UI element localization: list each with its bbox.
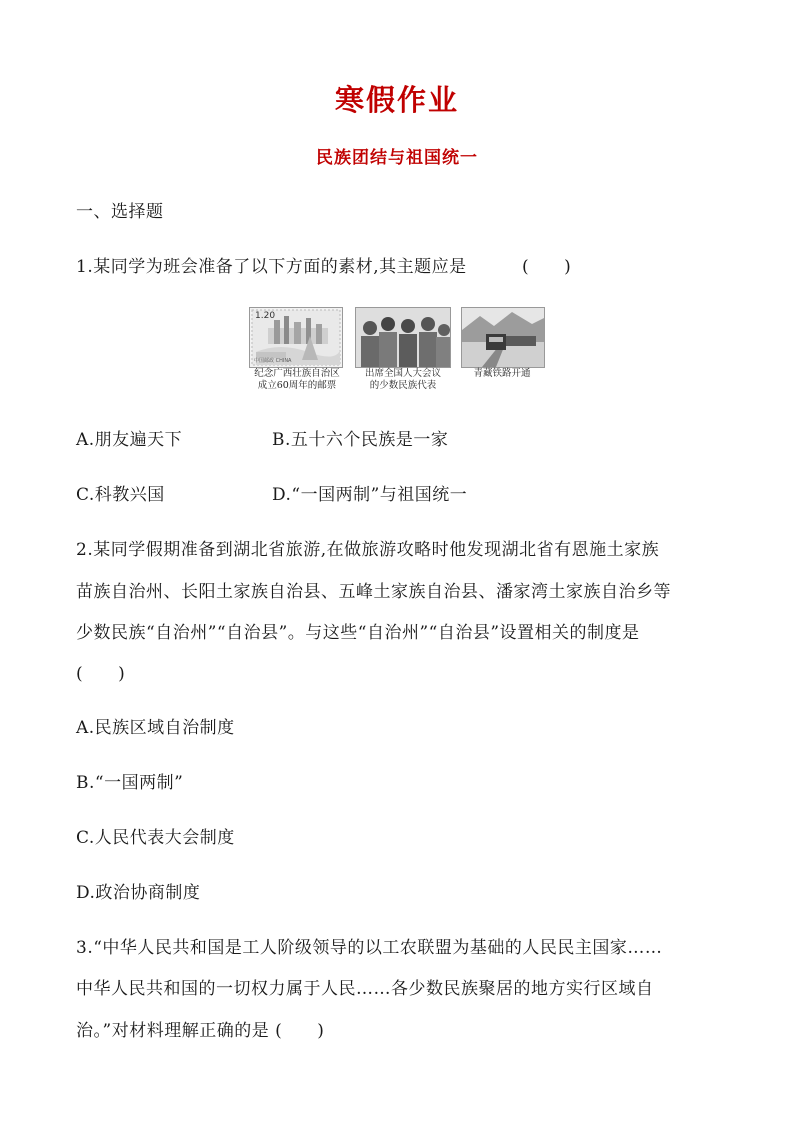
section-heading: 一、选择题 [76, 202, 164, 222]
q1-option-c[interactable]: C.科教兴国 [76, 485, 165, 505]
q1-option-a[interactable]: A.朋友遍天下 [76, 430, 183, 450]
stamp-text: 中国邮政 CHINA [254, 358, 292, 364]
q2-stem-line2: 苗族自治州、长阳土家族自治县、五峰土家族自治县、潘家湾土家族自治乡等 [76, 582, 671, 602]
caption-stamp-line1: 纪念广西壮族自治区 [254, 368, 340, 379]
caption-railway-line1: 青藏铁路开通 [473, 368, 531, 379]
q1-stem: 1.某同学为班会准备了以下方面的素材,其主题应是 [76, 257, 467, 277]
q3-stem-line3: 治。”对材料理解正确的是 ( ) [76, 1021, 325, 1041]
q1-figure [249, 307, 545, 393]
page-subtitle: 民族团结与祖国统一 [316, 148, 478, 168]
q1-answer-paren: ( ) [522, 257, 572, 277]
caption-delegates [353, 368, 453, 392]
q1-option-b[interactable]: B.五十六个民族是一家 [272, 430, 449, 450]
q2-option-d[interactable]: D.政治协商制度 [76, 883, 201, 903]
q2-stem-line3: 少数民族“自治州”“自治县”。与这些“自治州”“自治县”设置相关的制度是 [76, 623, 640, 643]
page-title: 寒假作业 [334, 83, 459, 117]
q2-option-a[interactable]: A.民族区域自治制度 [76, 718, 235, 738]
caption-delegates-line2: 的少数民族代表 [369, 380, 437, 391]
railway-photo [461, 307, 545, 368]
q3-stem-line1: 3.“中华人民共和国是工人阶级领导的以工农联盟为基础的人民民主国家…… [76, 938, 663, 958]
stamp-value: 1.20 [255, 311, 276, 321]
caption-delegates-line1: 出席全国人大会议 [364, 368, 441, 379]
q2-stem-line1: 2.某同学假期准备到湖北省旅游,在做旅游攻略时他发现湖北省有恩施土家族 [76, 540, 660, 560]
caption-stamp [249, 368, 345, 392]
stamp-image [249, 307, 343, 368]
q2-answer-paren: ( ) [76, 664, 126, 684]
caption-stamp-line2: 成立60周年的邮票 [257, 380, 337, 391]
caption-railway [457, 368, 547, 380]
q2-option-b[interactable]: B.“一国两制” [76, 773, 184, 793]
q2-option-c[interactable]: C.人民代表大会制度 [76, 828, 235, 848]
q1-option-d[interactable]: D.“一国两制”与祖国统一 [272, 485, 468, 505]
q3-stem-line2: 中华人民共和国的一切权力属于人民……各少数民族聚居的地方实行区域自 [76, 979, 654, 999]
delegates-photo [355, 307, 451, 368]
